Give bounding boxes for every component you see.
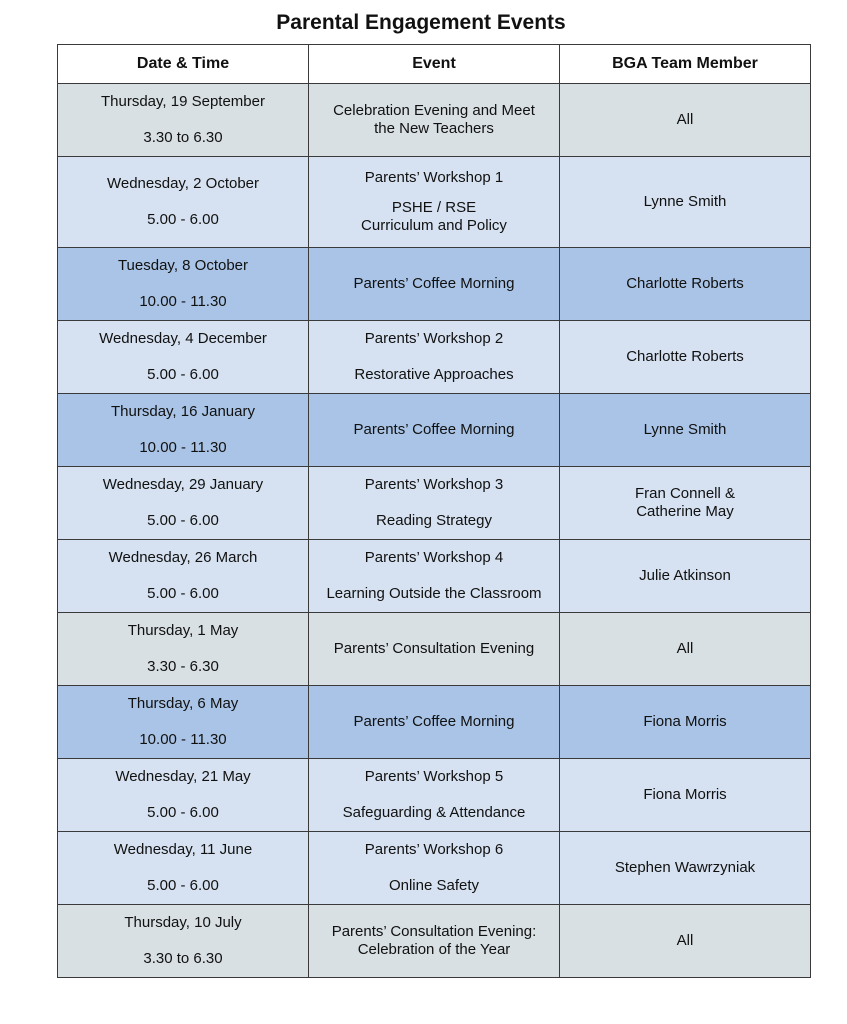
date-time-cell <box>58 832 309 905</box>
team-member-cell <box>560 248 811 321</box>
event-date: Thursday, 16 January <box>111 403 255 420</box>
team-member-name: Stephen Wawrzyniak <box>614 859 756 876</box>
event-line: Learning Outside the Classroom <box>326 585 542 602</box>
table-row <box>58 686 811 759</box>
event-cell <box>309 394 560 467</box>
team-member-name: Charlotte Roberts <box>626 275 744 292</box>
event-cell <box>309 467 560 540</box>
date-time-cell <box>58 84 309 157</box>
event-line: PSHE / RSE <box>391 199 477 216</box>
team-member-name: Julie Atkinson <box>639 567 731 584</box>
team-member-cell <box>560 321 811 394</box>
event-time: 5.00 - 6.00 <box>147 877 219 894</box>
event-line: the New Teachers <box>374 120 494 137</box>
event-line: Parents’ Workshop 6 <box>364 841 504 858</box>
event-date: Wednesday, 2 October <box>106 175 260 192</box>
events-table <box>57 44 811 978</box>
event-date: Wednesday, 11 June <box>113 841 253 858</box>
event-date: Wednesday, 21 May <box>115 768 251 785</box>
event-line: Parents’ Coffee Morning <box>353 275 515 292</box>
event-line: Parents’ Coffee Morning <box>353 713 515 730</box>
event-date: Tuesday, 8 October <box>117 257 249 274</box>
column-header-event: Event <box>309 45 560 84</box>
team-member-cell <box>560 613 811 686</box>
event-time: 3.30 - 6.30 <box>147 658 219 675</box>
event-time: 10.00 - 11.30 <box>139 439 227 456</box>
event-line: Celebration of the Year <box>357 941 511 958</box>
team-member-name: All <box>676 640 694 657</box>
page-title: Parental Engagement Events <box>276 11 566 34</box>
table-row <box>58 467 811 540</box>
event-line: Parents’ Consultation Evening <box>333 640 535 657</box>
event-date: Wednesday, 26 March <box>108 549 258 566</box>
event-cell <box>309 905 560 978</box>
team-member-cell <box>560 84 811 157</box>
date-time-cell <box>58 248 309 321</box>
event-line: Restorative Approaches <box>354 366 514 383</box>
event-line: Parents’ Coffee Morning <box>353 421 515 438</box>
table-row <box>58 832 811 905</box>
event-line: Safeguarding & Attendance <box>342 804 526 821</box>
event-line: Curriculum and Policy <box>361 217 507 234</box>
table-row <box>58 613 811 686</box>
event-date: Wednesday, 4 December <box>99 330 267 347</box>
event-line: Parents’ Workshop 5 <box>364 768 504 785</box>
event-time: 5.00 - 6.00 <box>147 211 219 228</box>
date-time-cell <box>58 613 309 686</box>
team-member-cell <box>560 759 811 832</box>
event-line: Reading Strategy <box>376 512 492 529</box>
team-member-name: All <box>676 111 694 128</box>
event-time: 5.00 - 6.00 <box>147 585 219 602</box>
team-member-cell <box>560 686 811 759</box>
date-time-cell <box>58 686 309 759</box>
team-member-name: Catherine May <box>636 503 734 520</box>
table-row <box>58 759 811 832</box>
event-time: 5.00 - 6.00 <box>147 804 219 821</box>
column-header-date: Date & Time <box>58 45 309 84</box>
event-line: Parents’ Workshop 2 <box>364 330 504 347</box>
event-time: 10.00 - 11.30 <box>139 293 227 310</box>
event-cell <box>309 759 560 832</box>
team-member-name: Lynne Smith <box>643 421 727 438</box>
date-time-cell <box>58 157 309 248</box>
team-member-cell <box>560 832 811 905</box>
date-time-cell <box>58 467 309 540</box>
event-time: 5.00 - 6.00 <box>147 366 219 383</box>
event-line: Parents’ Workshop 4 <box>364 549 504 566</box>
table-row <box>58 84 811 157</box>
date-time-cell <box>58 759 309 832</box>
event-date: Thursday, 6 May <box>127 695 239 712</box>
event-cell <box>309 686 560 759</box>
event-line: Parents’ Workshop 3 <box>364 476 504 493</box>
team-member-cell <box>560 394 811 467</box>
event-line: Parents’ Workshop 1 <box>364 169 504 186</box>
table-row <box>58 540 811 613</box>
event-cell <box>309 832 560 905</box>
column-header-member: BGA Team Member <box>560 45 811 84</box>
event-time: 5.00 - 6.00 <box>147 512 219 529</box>
table-row <box>58 248 811 321</box>
date-time-cell <box>58 321 309 394</box>
event-cell <box>309 321 560 394</box>
event-line: Parents’ Consultation Evening: <box>331 923 537 940</box>
table-row <box>58 321 811 394</box>
event-cell <box>309 613 560 686</box>
event-line: Celebration Evening and Meet <box>333 102 535 119</box>
date-time-cell <box>58 905 309 978</box>
table-row <box>58 394 811 467</box>
event-line: Online Safety <box>388 877 480 894</box>
table-row <box>58 905 811 978</box>
team-member-name: All <box>676 932 694 949</box>
event-date: Wednesday, 29 January <box>102 476 264 493</box>
team-member-name: Fran Connell & <box>634 485 736 502</box>
event-cell <box>309 540 560 613</box>
event-date: Thursday, 10 July <box>124 914 242 931</box>
team-member-cell <box>560 905 811 978</box>
team-member-name: Fiona Morris <box>643 786 727 803</box>
table-header-row <box>58 45 811 84</box>
team-member-name: Charlotte Roberts <box>626 348 744 365</box>
table-body <box>58 84 811 978</box>
event-cell <box>309 157 560 248</box>
event-time: 3.30 to 6.30 <box>143 129 223 146</box>
team-member-cell <box>560 540 811 613</box>
team-member-name: Fiona Morris <box>643 713 727 730</box>
event-cell <box>309 84 560 157</box>
event-cell <box>309 248 560 321</box>
event-date: Thursday, 1 May <box>127 622 239 639</box>
table-row <box>58 157 811 248</box>
team-member-cell <box>560 157 811 248</box>
event-date: Thursday, 19 September <box>101 93 265 110</box>
date-time-cell <box>58 540 309 613</box>
date-time-cell <box>58 394 309 467</box>
team-member-cell <box>560 467 811 540</box>
team-member-name: Lynne Smith <box>643 193 727 210</box>
event-time: 10.00 - 11.30 <box>139 731 227 748</box>
event-time: 3.30 to 6.30 <box>143 950 223 967</box>
